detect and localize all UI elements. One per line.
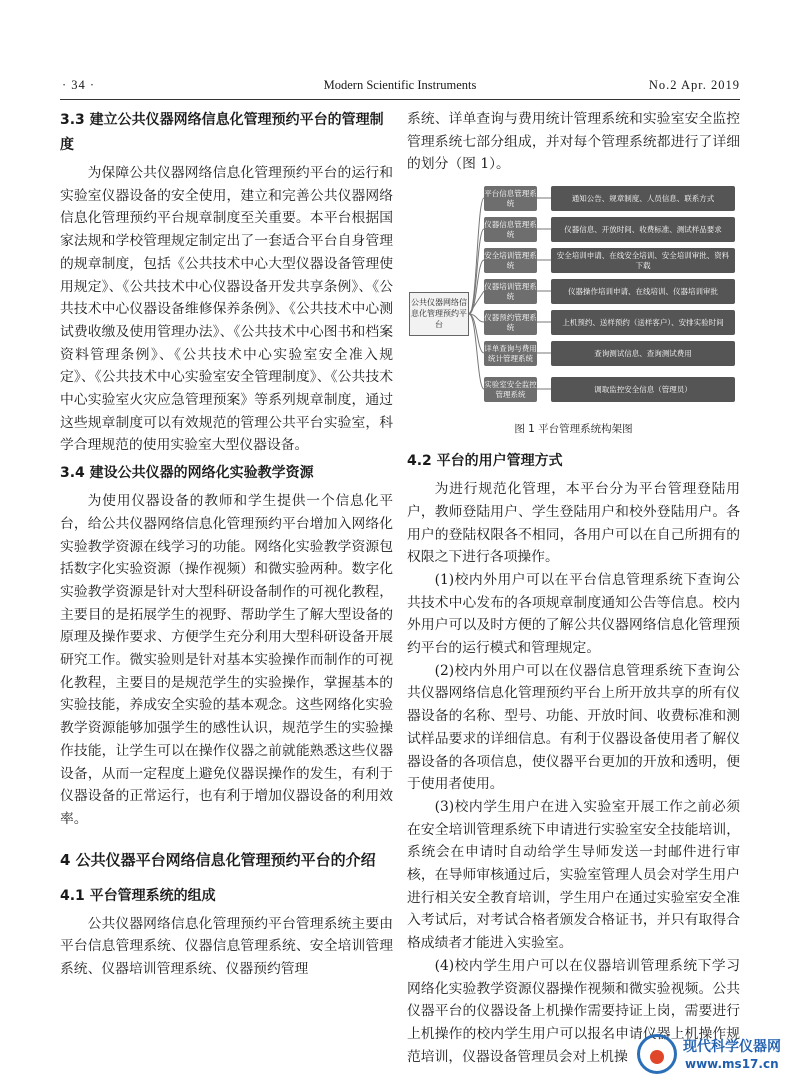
section-3-4-paragraph: 为使用仪器设备的教师和学生提供一个信息化平台，给公共仪器网络信息化管理预约平台增加入网络化实验教学资源在线学习的功能。网络化实验教学资源包括数字化实验资源（操作视频）和微实验两种。数字化实验教学资源是针对大型科研设备制作的可视化教程，主要目的是拓展学生的视野、帮助学生了解大型设备的原理及操作要求、方便学生充分利用大型科研设备开展研究工作。微实验则是针对基本实验操作而制作的可视化教程，主要目的是规范学生的实验操作，掌握基本的实验技能，养成安全实验的基本观念。这些网络化实验教学资源能够加强学生的感性认识，规范学生的实验操作技能，让学生可以在操作仪器之前就能熟悉这些仪器设备，从而一定程度上避免仪器误操作的发生，有利于仪器设备的正常运行，也有利于增加仪器设备的利用效率。	[60, 493, 393, 827]
left-column	[60, 108, 393, 981]
figure-1	[407, 184, 740, 449]
figure-system-node: 仪器预约管理系统	[484, 310, 537, 335]
figure-function-node: 仪器操作培训申请、在线培训、仪器培训审批	[551, 279, 735, 304]
section-3-3-title: 3.3 建立公共仪器网络信息化管理预约平台的管理制度	[60, 112, 384, 153]
watermark-logo-icon	[637, 1034, 677, 1074]
section-4-2-paragraph-3: (2)校内外用户可以在仪器信息管理系统下查询公共仪器网络信息化管理预约平台上所开放共享的所有仪器设备的名称、型号、功能、开放时间、收费标准和测试样品要求的详细信息。有利于仪器设备使用者了解仪器设备的各项信息，使仪器平台更加的开放和透明，便于使用者使用。	[407, 662, 740, 793]
figure-root-node: 公共仪器网络信息化管理预约平台	[409, 292, 469, 336]
figure-function-node: 查询测试信息、查询测试费用	[551, 341, 735, 366]
figure-system-node: 实验室安全监控管理系统	[484, 377, 537, 402]
header-rule	[60, 99, 740, 100]
section-4-2-paragraph-4: (3)校内学生用户在进入实验室开展工作之前必须在安全培训管理系统下申请进行实验室安全技能培训，系统会在申请时自动给学生导师发送一封邮件进行审核，在导师审核通过后，实验室管理人员会对学生用户进行相关安全教育培训，学生用户在通过实验室安全准入考试后，对考试合格者颁发合格证书，并只有取得合格成绩者才能进入实验室。	[407, 798, 740, 952]
figure-system-node: 平台信息管理系统	[484, 186, 537, 211]
figure-system-node: 安全培训管理系统	[484, 248, 537, 273]
issue-info: No.2 Apr. 2019	[648, 78, 740, 92]
section-3-3-paragraph: 为保障公共仪器网络信息化管理预约平台的运行和实验室仪器设备的安全使用，建立和完善公共仪器网络信息化管理预约平台规章制度至关重要。本平台根据国家法规和学校管理规定制定出了一套适合平台自身管理的规章制度，包括《公共技术中心大型仪器设备管理使用规定》、《公共技术中心仪器设备开发共享条例》、《公共技术中心仪器设备维修保养条例》、《公共技术中心测试费收缴及使用管理办法》、《公共技术中心图书和档案资料管理条例》、《公共技术中心实验室安全准入规定》、《公共技术中心实验室安全管理制度》、《公共技术中心实验室火灾应急管理预案》等系列规章制度，通过这些规章制度可以有效规范的管理公共平台实验室，科学合理规范的使用实验室大型仪器设备。	[60, 165, 393, 454]
section-4-1-paragraph: 公共仪器网络信息化管理预约平台管理系统主要由平台信息管理系统、仪器信息管理系统、安全培训管理系统、仪器培训管理系统、仪器预约管理	[60, 915, 393, 978]
continued-paragraph: 系统、详单查询与费用统计管理系统和实验室安全监控管理系统七部分组成，并对每个管理系统都进行了详细的划分（图 1）。	[407, 111, 740, 173]
watermark-url: www.ms17.cn	[685, 1057, 779, 1071]
figure-function-node: 调取监控安全信息（管理员）	[551, 377, 735, 402]
page-number: · 34 ·	[62, 78, 96, 92]
section-4-2-paragraph-2: (1)校内外用户可以在平台信息管理系统下查询公共技术中心发布的各项规章制度通知公告等信息。校内外用户可以及时方便的了解公共仪器网络信息化管理预约平台的运行模式和管理规定。	[407, 571, 740, 657]
watermark-title: 现代科学仪器网	[683, 1039, 781, 1055]
figure-function-node: 仪器信息、开放时间、收费标准、测试样品要求	[551, 217, 735, 242]
figure-system-node: 仪器培训管理系统	[484, 279, 537, 304]
section-4-2-title: 4.2 平台的用户管理方式	[407, 453, 563, 470]
section-4-1-title: 4.1 平台管理系统的组成	[60, 887, 216, 904]
figure-function-node: 通知公告、规章制度、人员信息、联系方式	[551, 186, 735, 211]
figure-system-node: 详单查询与费用统计管理系统	[484, 341, 537, 366]
section-4-2-paragraph-1: 为进行规范化管理，本平台分为平台管理登陆用户，教师登陆用户、学生登陆用户和校外登陆用户。各用户的登陆权限各不相同，各用户可以在自己所拥有的权限之下进行各项操作。	[407, 481, 740, 566]
figure-system-node: 仪器信息管理系统	[484, 217, 537, 242]
section-3-4-title: 3.4 建设公共仪器的网络化实验教学资源	[60, 465, 314, 482]
page-header	[60, 78, 740, 100]
section-4-title: 4 公共仪器平台网络信息化管理预约平台的介绍	[60, 850, 376, 869]
figure-function-node: 安全培训申请、在线安全培训、安全培训审批、资料下载	[551, 248, 735, 273]
section-4-2-paragraph-5: (4)校内学生用户可以在仪器培训管理系统下学习网络化实验教学资源仪器操作视频和微实验视频。公共仪器平台的仪器设备上机操作需要持证上岗，需要进行上机操作的校内学生用户可以报名申请仪器上机操作规范培训，仪器设备管理员会对上机操	[407, 957, 740, 1065]
journal-name: Modern Scientific Instruments	[323, 78, 477, 92]
figure-function-node: 上机预约、送样预约（送样客户）、安排实验时间	[551, 310, 735, 335]
figure-caption: 图 1 平台管理系统构架图	[514, 423, 633, 436]
right-column	[407, 108, 740, 1068]
site-watermark	[637, 1030, 797, 1082]
